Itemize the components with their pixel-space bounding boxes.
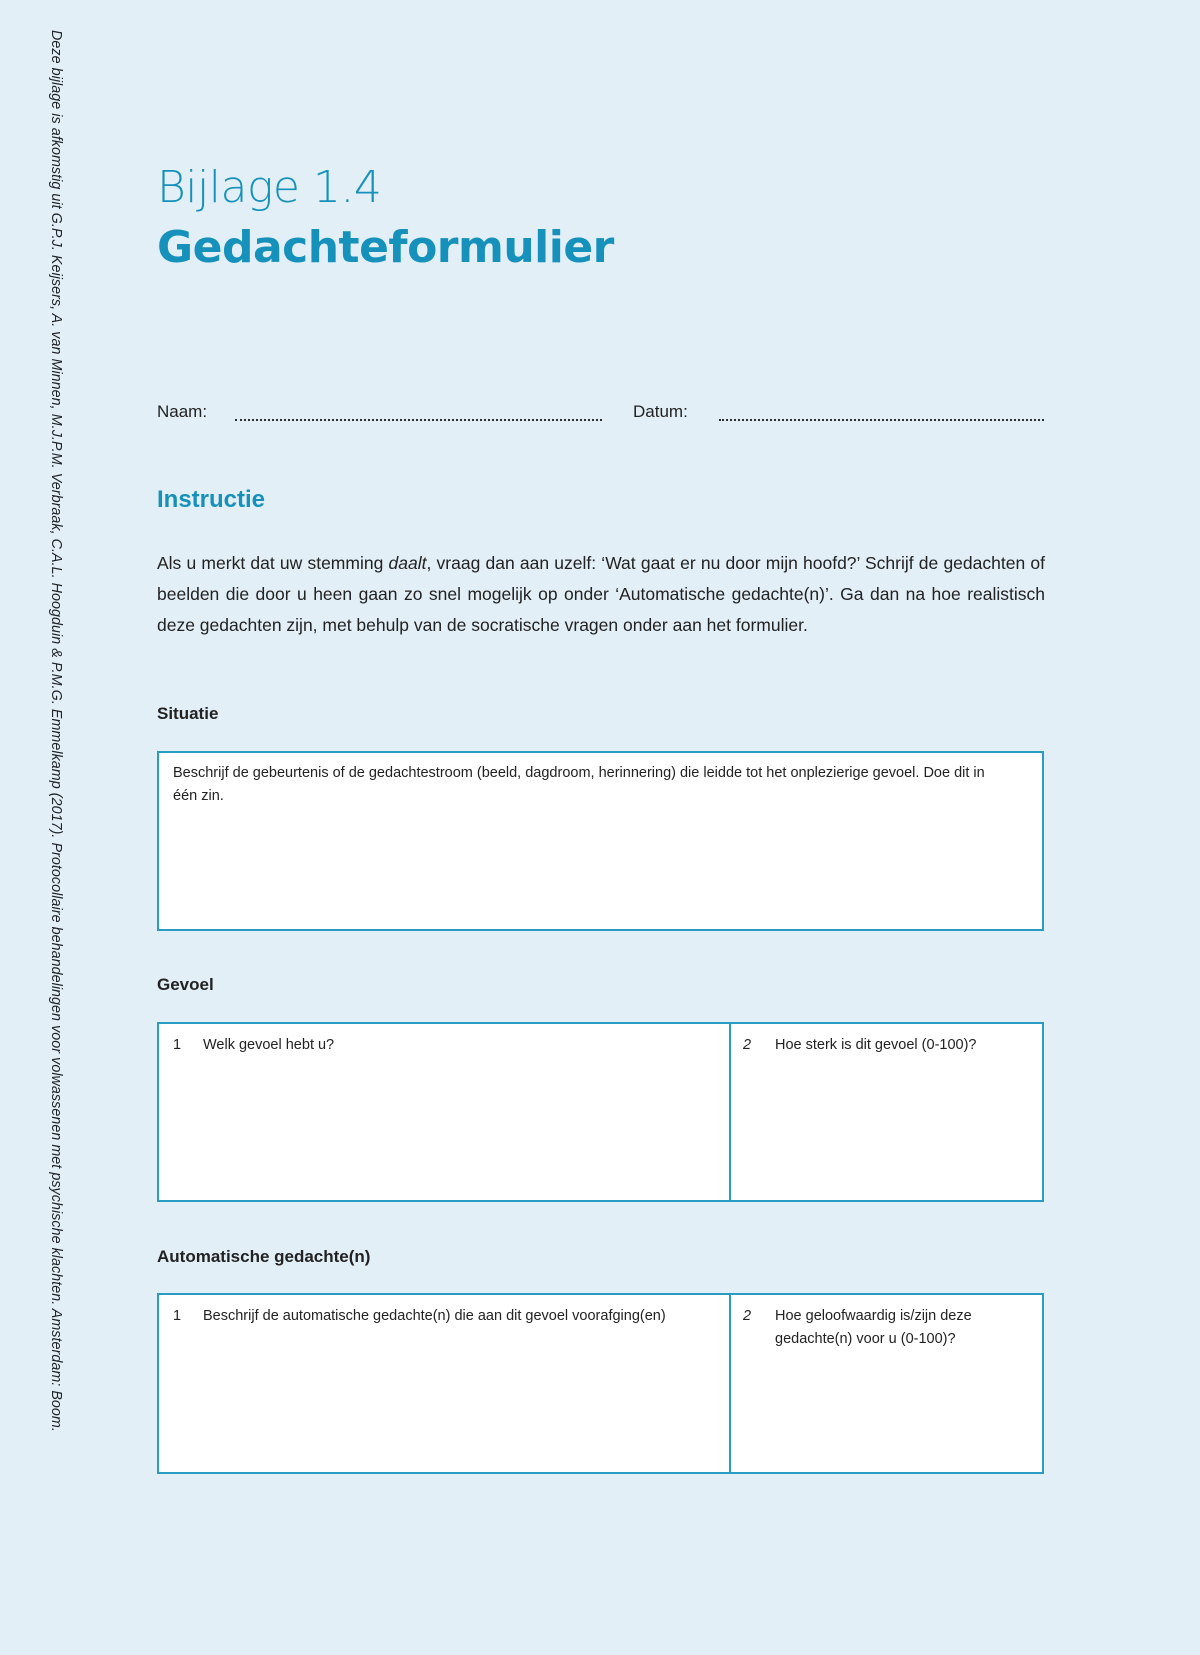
automatische-cell-1[interactable] [159, 1295, 729, 1472]
instruction-text [157, 548, 1045, 641]
gevoel-box [157, 1022, 1044, 1202]
instructie-heading: Instructie [157, 486, 266, 513]
automatische-q1-text: Beschrijf de automatische gedachte(n) die aan dit gevoel voorafging(en) [203, 1308, 666, 1324]
datum-label: Datum: [633, 402, 688, 421]
automatische-q2-text: Hoe geloofwaardig is/zijn deze gedachte(n) voor u (0-100)? [775, 1308, 972, 1347]
naam-label: Naam: [157, 402, 208, 421]
gevoel-cell-2[interactable] [731, 1024, 1042, 1200]
datum-field[interactable] [719, 419, 1044, 421]
automatische-cell-2[interactable] [731, 1295, 1042, 1472]
instruction-emphasis: daalt [388, 553, 427, 573]
gevoel-label: Gevoel [157, 975, 214, 994]
gevoel-cell-1[interactable] [159, 1024, 729, 1200]
instruction-text-part1: Als u merkt dat uw stemming [157, 553, 389, 573]
automatische-gedachten-box [157, 1293, 1044, 1474]
automatische-gedachten-label: Automatische gedachte(n) [157, 1247, 371, 1266]
automatische-q2-number: 2 [743, 1308, 752, 1324]
copyright-side-note: Deze bijlage is afkomstig uit G.P.J. Keijsers, A. van Minnen, M.J.P.M. Verbraak, C.A.L. Hoogduin & P.M.G. Emmelkamp (2017). Protocollaire behandelingen voor volwassenen met psychische klachten. Amsterdam: Boom. [48, 30, 64, 1432]
gevoel-q2-text: Hoe sterk is dit gevoel (0-100)? [775, 1037, 977, 1053]
gevoel-q1-number: 1 [173, 1037, 182, 1053]
naam-field[interactable] [235, 419, 602, 421]
gevoel-q1-text: Welk gevoel hebt u? [203, 1037, 335, 1053]
situatie-box[interactable] [157, 751, 1044, 931]
situatie-label: Situatie [157, 704, 219, 723]
instruction-text-part2: , vraag dan aan uzelf: ‘Wat gaat er nu door mijn hoofd?’ Schrijf de gedachten of beelden die door u heen gaan zo snel mogelijk op onder ‘Automatische gedachte(n)’. Ga dan na hoe realistisch deze gedachten zijn, met behulp van de socratische vragen onder aan het formulier. [157, 553, 1045, 635]
gevoel-q2-number: 2 [743, 1037, 752, 1053]
situatie-prompt: Beschrijf de gebeurtenis of de gedachtestroom (beeld, dagdroom, herinnering) die leidde tot het onplezierige gevoel. Doe dit in één zin. [173, 765, 985, 804]
appendix-number: Bijlage 1.4 [157, 162, 382, 213]
name-date-row [157, 402, 1045, 426]
page-title: Gedachteformulier [157, 222, 614, 273]
automatische-q1-number: 1 [173, 1308, 182, 1324]
